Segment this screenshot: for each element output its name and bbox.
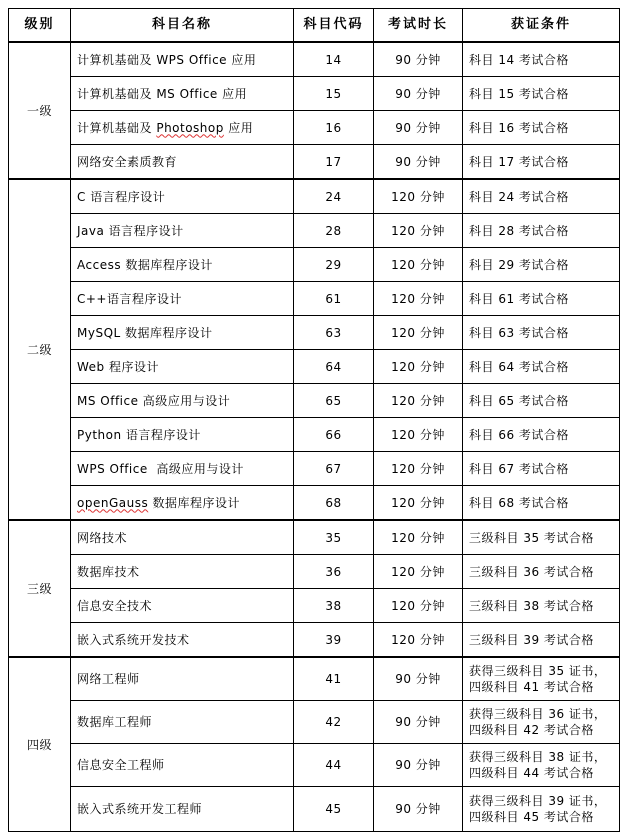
certificate-condition: [463, 744, 620, 787]
subject-code: 38: [294, 589, 374, 623]
exam-duration: 90 分钟: [374, 77, 463, 111]
subject-name: Web 程序设计: [71, 350, 294, 384]
condition-line-1: 获得三级科目 39 证书，: [469, 794, 607, 808]
level-cell: 三级: [9, 520, 71, 657]
certificate-condition: 三级科目 39 考试合格: [463, 623, 620, 658]
exam-duration: 90 分钟: [374, 701, 463, 744]
level-cell: 二级: [9, 179, 71, 520]
certificate-condition: 科目 28 考试合格: [463, 214, 620, 248]
subject-code: 24: [294, 179, 374, 214]
subject-name: 网络安全素质教育: [71, 145, 294, 180]
subject-name: 数据库工程师: [71, 701, 294, 744]
table-row: [9, 418, 620, 452]
table-row: [9, 42, 620, 77]
subject-code: 15: [294, 77, 374, 111]
subject-name: C++语言程序设计: [71, 282, 294, 316]
exam-duration: 120 分钟: [374, 384, 463, 418]
exam-subjects-table: [8, 8, 620, 832]
subject-name: 嵌入式系统开发技术: [71, 623, 294, 658]
certificate-condition: 科目 29 考试合格: [463, 248, 620, 282]
subject-code: 17: [294, 145, 374, 180]
subject-name: 信息安全工程师: [71, 744, 294, 787]
condition-line-1: 获得三级科目 35 证书，: [469, 664, 607, 678]
subject-code: 66: [294, 418, 374, 452]
exam-duration: 120 分钟: [374, 350, 463, 384]
certificate-condition: 科目 15 考试合格: [463, 77, 620, 111]
exam-duration: 90 分钟: [374, 787, 463, 832]
exam-duration: 90 分钟: [374, 111, 463, 145]
table-row: [9, 701, 620, 744]
subject-name: 计算机基础及 MS Office 应用: [71, 77, 294, 111]
exam-duration: 120 分钟: [374, 452, 463, 486]
table-row: [9, 623, 620, 658]
table-row: [9, 111, 620, 145]
level-cell: 四级: [9, 657, 71, 832]
exam-duration: 120 分钟: [374, 282, 463, 316]
table-row: [9, 555, 620, 589]
exam-duration: 90 分钟: [374, 42, 463, 77]
certificate-condition: [463, 701, 620, 744]
exam-duration: 90 分钟: [374, 657, 463, 701]
certificate-condition: 科目 63 考试合格: [463, 316, 620, 350]
subject-code: 36: [294, 555, 374, 589]
subject-name-suffix: 应用: [223, 120, 254, 135]
exam-duration: 120 分钟: [374, 623, 463, 658]
certificate-condition: 科目 24 考试合格: [463, 179, 620, 214]
level-cell: 一级: [9, 42, 71, 179]
exam-duration: 120 分钟: [374, 418, 463, 452]
condition-line-1: 获得三级科目 36 证书，: [469, 707, 607, 721]
header-exam-duration: 考试时长: [374, 9, 463, 43]
condition-line-2: 四级科目 44 考试合格: [469, 766, 594, 780]
subject-code: 45: [294, 787, 374, 832]
condition-line-2: 四级科目 45 考试合格: [469, 810, 594, 824]
table-row: [9, 214, 620, 248]
subject-name: C 语言程序设计: [71, 179, 294, 214]
subject-code: 64: [294, 350, 374, 384]
exam-duration: 120 分钟: [374, 248, 463, 282]
subject-name: [71, 111, 294, 145]
condition-line-2: 四级科目 42 考试合格: [469, 723, 594, 737]
table-row: [9, 248, 620, 282]
subject-code: 63: [294, 316, 374, 350]
certificate-condition: 三级科目 35 考试合格: [463, 520, 620, 555]
subject-code: 14: [294, 42, 374, 77]
table-row: [9, 350, 620, 384]
certificate-condition: 科目 68 考试合格: [463, 486, 620, 521]
table-row: [9, 744, 620, 787]
table-row: [9, 452, 620, 486]
exam-duration: 120 分钟: [374, 316, 463, 350]
subject-code: 28: [294, 214, 374, 248]
table-row: [9, 179, 620, 214]
header-subject-name: 科目名称: [71, 9, 294, 43]
certificate-condition: 科目 17 考试合格: [463, 145, 620, 180]
condition-line-1: 获得三级科目 38 证书，: [469, 750, 607, 764]
spellcheck-word: Photoshop: [156, 120, 224, 135]
subject-code: 65: [294, 384, 374, 418]
subject-name: 网络技术: [71, 520, 294, 555]
table-row: [9, 77, 620, 111]
certificate-condition: 科目 64 考试合格: [463, 350, 620, 384]
certificate-condition: 科目 61 考试合格: [463, 282, 620, 316]
subject-name: Java 语言程序设计: [71, 214, 294, 248]
table-row: [9, 486, 620, 521]
exam-duration: 120 分钟: [374, 555, 463, 589]
table-row: [9, 145, 620, 180]
condition-line-2: 四级科目 41 考试合格: [469, 680, 594, 694]
certificate-condition: 科目 67 考试合格: [463, 452, 620, 486]
subject-name: Access 数据库程序设计: [71, 248, 294, 282]
certificate-condition: [463, 657, 620, 701]
subject-name-suffix: 数据库程序设计: [148, 495, 241, 510]
exam-duration: 120 分钟: [374, 214, 463, 248]
spellcheck-word: openGauss: [77, 495, 149, 510]
certificate-condition: 三级科目 38 考试合格: [463, 589, 620, 623]
certificate-condition: 科目 66 考试合格: [463, 418, 620, 452]
header-certificate-condition: 获证条件: [463, 9, 620, 43]
table-header-row: [9, 9, 620, 43]
table-row: [9, 657, 620, 701]
subject-name: 嵌入式系统开发工程师: [71, 787, 294, 832]
subject-code: 44: [294, 744, 374, 787]
subject-code: 39: [294, 623, 374, 658]
subject-name: [71, 486, 294, 521]
subject-name-prefix: 计算机基础及: [77, 120, 157, 135]
subject-code: 42: [294, 701, 374, 744]
subject-code: 41: [294, 657, 374, 701]
subject-name: 数据库技术: [71, 555, 294, 589]
table-row: [9, 384, 620, 418]
header-level: 级别: [9, 9, 71, 43]
certificate-condition: [463, 787, 620, 832]
certificate-condition: 科目 14 考试合格: [463, 42, 620, 77]
exam-duration: 120 分钟: [374, 179, 463, 214]
subject-code: 29: [294, 248, 374, 282]
subject-name: 信息安全技术: [71, 589, 294, 623]
subject-name: MS Office 高级应用与设计: [71, 384, 294, 418]
exam-duration: 90 分钟: [374, 145, 463, 180]
table-row: [9, 589, 620, 623]
certificate-condition: 三级科目 36 考试合格: [463, 555, 620, 589]
table-row: [9, 282, 620, 316]
header-subject-code: 科目代码: [294, 9, 374, 43]
subject-code: 61: [294, 282, 374, 316]
subject-name: 网络工程师: [71, 657, 294, 701]
certificate-condition: 科目 16 考试合格: [463, 111, 620, 145]
exam-duration: 90 分钟: [374, 744, 463, 787]
table-row: [9, 787, 620, 832]
exam-duration: 120 分钟: [374, 486, 463, 521]
subject-code: 16: [294, 111, 374, 145]
subject-code: 67: [294, 452, 374, 486]
subject-name: 计算机基础及 WPS Office 应用: [71, 42, 294, 77]
table-row: [9, 520, 620, 555]
table-row: [9, 316, 620, 350]
exam-duration: 120 分钟: [374, 589, 463, 623]
subject-code: 68: [294, 486, 374, 521]
subject-name: MySQL 数据库程序设计: [71, 316, 294, 350]
subject-name: WPS Office 高级应用与设计: [71, 452, 294, 486]
exam-duration: 120 分钟: [374, 520, 463, 555]
certificate-condition: 科目 65 考试合格: [463, 384, 620, 418]
subject-code: 35: [294, 520, 374, 555]
subject-name: Python 语言程序设计: [71, 418, 294, 452]
exam-table-container: [8, 8, 620, 832]
